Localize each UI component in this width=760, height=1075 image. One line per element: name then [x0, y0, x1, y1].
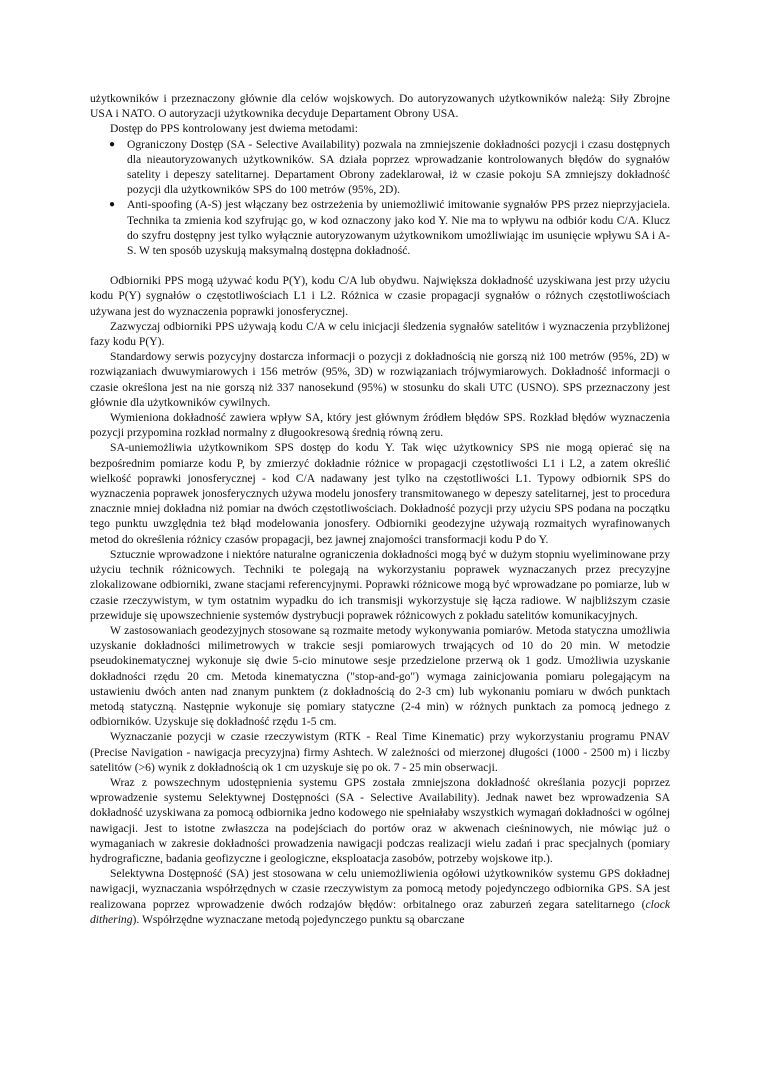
document-page — [90, 91, 670, 927]
paragraph: Zazwyczaj odbiorniki PPS używają kodu C/A w celu inicjacji śledzenia sygnałów satelitów i wyznaczenia przybliżonej fazy kodu P(Y). — [90, 319, 670, 349]
paragraph: Wyznaczanie pozycji w czasie rzeczywistym (RTK - Real Time Kinematic) przy wykorzystaniu programu PNAV (Precise Navigation - nawigacja precyzyjna) firmy Ashtech. W zależności od mierzonej długości (1000 - 2500 m) i liczby satelitów (>6) wynik z dokładnością ok 1 cm uzyskuje się po ok. 7 - 25 min obserwacji. — [90, 730, 670, 774]
last-paragraph-start: Selektywna Dostępność (SA) jest stosowana w celu uniemożliwienia ogółowi użytkowników systemu GPS dokładnej nawigacji, wyznaczania współrzędnych w czasie rzeczywistym za pomocą metody pojedynczego odbiornika GPS. SA jest realizowana poprzez wprowadzenie dwóch rodzajów błędów: orbitalnego oraz zaburzeń zegara satelitarnego ( — [90, 867, 670, 911]
paragraph: Wymieniona dokładność zawiera wpływ SA, który jest głównym źródłem błędów SPS. Rozkład błędów wyznaczenia pozycji przypomina rozkład normalny z długookresową średnią równą zeru. — [90, 411, 670, 440]
paragraph: Odbiorniki PPS mogą używać kodu P(Y), kodu C/A lub obydwu. Największa dokładność uzyskiwana jest przy użyciu kodu P(Y) sygnałów o częstotliwościach L1 i L2. Różnica w czasie propagacji sygnałów o różnych częstotliwościach używana jest do wyznaczenia poprawki jonosferycznej. — [90, 274, 670, 318]
paragraph: W zastosowaniach geodezyjnych stosowane są rozmaite metody wykonywania pomiarów. Metoda statyczna umożliwia uzyskanie dokładności milimetrowych w trakcie sesji pomiarowych trwających od 10 do 20 min. W metodzie pseudokinematycznej wykonuje się dwie 5-cio minutowe sesje przedzielone przerwą ok 1 godz. Umożliwia uzyskanie dokładności rzędu 20 cm. Metoda kinematyczna ("stop-and-go") wymaga zainicjowania pomiaru polegającym na ustawieniu dwóch anten nad znanym punktem (z dokładnością do 2-3 cm) lub wykonaniu pomiaru w dwóch punktach metodą statyczną. Następnie wykonuje się pomiary statyczne (2-4 min) w różnych punktach za pomocą jednego z odbiorników. Uzyskuje się dokładność rzędu 1-5 cm. — [90, 623, 670, 729]
intro-paragraph: użytkowników i przeznaczony głównie dla celów wojskowych. Do autoryzowanych użytkowników należą: Siły Zbrojne USA i NATO. O autoryzacji użytkownika decyduje Departament Obrony USA. — [90, 92, 670, 121]
spacer — [90, 258, 670, 273]
paragraph: Standardowy serwis pozycyjny dostarcza informacji o pozycji z dokładnością nie gorszą niż 100 metrów (95%, 2D) w rozwiązaniach dwuwymiarowych i 156 metrów (95%, 3D) w rozwiązaniach trójwymiarowych. Dokładność informacji o czasie określona jest na nie gorszą niż 337 nanosekund (95%) w stosunku do skali UTC (USNO). SPS przeznaczony jest głównie dla użytkowników cywilnych. — [90, 350, 670, 409]
list-item-text: Anti-spoofing (A-S) jest włączany bez ostrzeżenia by uniemożliwić imitowanie sygnałów PPS przez nieprzyjaciela. Technika ta zmienia kod szyfrując go, w kod oznaczony jako kod Y. Nie ma to wpływu na odbiór kodu C/A. Klucz do szyfru dostępny jest tylko wyłącznie autoryzowanym użytkownikom umożliwiając im usunięcie wpływu SA i A-S. W ten sposób uzyskują maksymalną dostępna dokładność. — [127, 198, 670, 258]
last-paragraph-end: ). Współrzędne wyznaczane metodą pojedynczego punktu są obarczane — [132, 912, 465, 926]
bullet-icon: ● — [109, 138, 116, 150]
paragraph: Sztucznie wprowadzone i niektóre naturalne ograniczenia dokładności mogą być w dużym stopniu wyeliminowane przy użyciu technik różnicowych. Techniki te polegają na wykorzystaniu poprawek wyznaczanych przez precyzyjne zlokalizowane odbiorniki, zwane stacjami referencyjnymi. Poprawki różnicowe mogą być wprowadzane po pomiarze, lub w czasie rzeczywistym, w tym ostatnim wypadku do ich transmisji wykorzystuje się łącza radiowe. W najbliższym czasie przewiduje się upowszechnienie systemów dystrybucji poprawek różnicowych z pokładu satelitów komunikacyjnych. — [90, 547, 670, 622]
last-paragraph-italic: clock dithering — [90, 897, 670, 926]
list-item-text: Ograniczony Dostęp (SA - Selective Availability) pozwala na zmniejszenie dokładności pozycji i czasu dostępnych dla nieautoryzowanych użytkowników. SA działa poprzez wprowadzanie kontrolowanych błędów do sygnałów satelity i depeszy satelitarnej. Departament Obrony zadeklarował, iż w czasie pokoju SA zmniejszy dokładność pozycji dla użytkowników SPS do 100 metrów (95%, 2D). — [127, 137, 670, 197]
list-item — [109, 197, 670, 258]
methods-list — [90, 137, 670, 259]
methods-intro: Dostęp do PPS kontrolowany jest dwiema metodami: — [110, 122, 358, 136]
paragraph: SA-uniemożliwia użytkownikom SPS dostęp do kodu Y. Tak więc użytkownicy SPS nie mogą opierać się na bezpośrednim pomiarze kodu P, by zmierzyć dokładnie różnice w propagacji częstotliwości L1 i L2, a zatem określić wielkość poprawki jonosferycznej - kod C/A nadawany jest tylko na częstotliwości L1. Typowy odbiornik SPS do wyznaczenia poprawek jonosferycznych używa modelu jonosfery transmitowanego w depeszy satelitarnej, jest to procedura znacznie mniej dokładna niż pomiar na dwóch częstotliwościach. Dokładność pozycji przy użyciu SPS podana na początku tego punktu uwzględnia też błąd modelowania jonosfery. Odbiorniki geodezyjne używają rozmaitych wyrafinowanych metod do określenia różnicy czasów propagacji, bez jawnej znajomości transformacji kodu P do Y. — [90, 441, 670, 546]
list-item — [109, 137, 670, 198]
last-paragraph — [90, 866, 670, 927]
paragraph: Wraz z powszechnym udostępnienia systemu GPS została zmniejszona dokładność określania pozycji poprzez wprowadzenie systemu Selektywnej Dostępności (SA - Selective Availability). Jednak nawet bez wprowadzenia SA dokładność uzyskiwana za pomocą odbiornika jedno kodowego nie spełniałaby wszystkich wymagań dokładności w ogólnej nawigacji. Jest to istotne zwłaszcza na podejściach do portów oraz w akwenach cieśninowych, nie mówiąc już o wymaganiach w zakresie dokładności prowadzenia nawigacji podczas realizacji wielu zadań i prac specjalnych (pomiary hydrograficzne, badania geofizyczne i geologiczne, eksploatacja zasobów, potrzeby wojskowe itp.). — [90, 775, 670, 865]
bullet-icon: ● — [109, 199, 116, 211]
